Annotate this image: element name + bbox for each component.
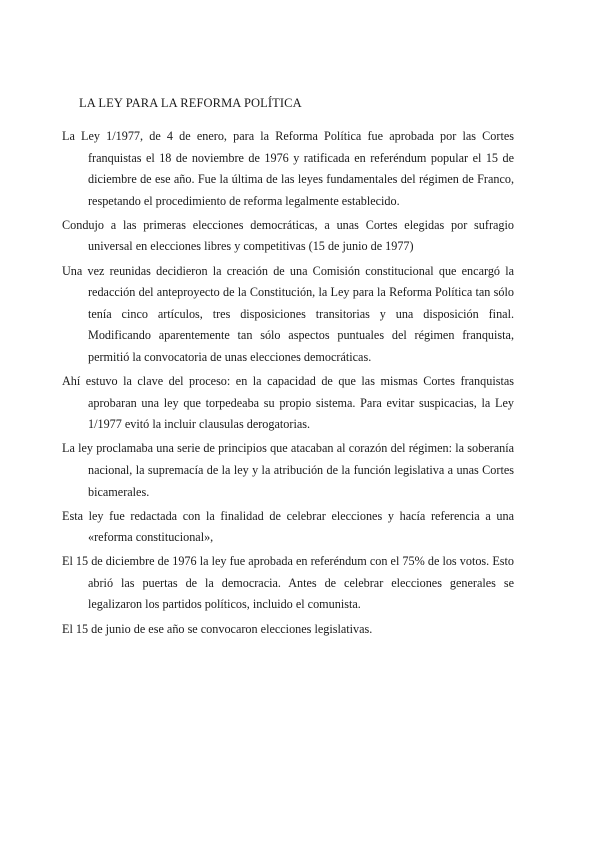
paragraph-legislative-elections: El 15 de junio de ese año se convocaron elecciones legislativas. xyxy=(62,621,373,636)
paragraph-first-elections: Condujo a las primeras elecciones democráticas, a unas Cortes elegidas por sufragio universal en elecciones libres y competitivas (15 de junio de 1977) xyxy=(62,217,514,254)
paragraph-principles: La ley proclamaba una serie de principios que atacaban al corazón del régimen: la soberanía nacional, la supremacía de la ley y la atribución de la función legislativa a unas Cortes bicamerales. xyxy=(62,441,514,499)
paragraph-key-of-process: Ahí estuvo la clave del proceso: en la capacidad de que las mismas Cortes franquistas aprobaran una ley que torpedeaba su propio sistema. Para evitar suspicacias, la Ley 1/1977 evitó la incluir clausulas derogatorias. xyxy=(62,374,514,432)
paragraph-referendum: El 15 de diciembre de 1976 la ley fue aprobada en referéndum con el 75% de los votos. Esto abrió las puertas de la democracia. Antes de celebrar elecciones generales se legalizaron los partidos políticos, incluido el comunista. xyxy=(62,554,514,612)
paragraph-constitutional-commission: Una vez reunidas decidieron la creación de una Comisión constitucional que encargó la redacción del anteproyecto de la Constitución, la Ley para la Reforma Política tan sólo tenía cinco artículos, tres disposiciones transitorias y una disposición final. Modificando aparentemente tan sólo aspectos puntuales del régimen franquista, permitió la convocatoria de unas elecciones democráticas. xyxy=(62,263,514,364)
document-body xyxy=(62,126,514,643)
paragraph-purpose: Esta ley fue redactada con la finalidad de celebrar elecciones y hacía referencia a una «reforma constitucional», xyxy=(62,508,514,545)
document-title: LA LEY PARA LA REFORMA POLÍTICA xyxy=(79,96,302,110)
paragraph-reform-law-approval: La Ley 1/1977, de 4 de enero, para la Reforma Política fue aprobada por las Cortes franquistas el 18 de noviembre de 1976 y ratificada en referéndum popular el 15 de diciembre de ese año. Fue la última de las leyes fundamentales del régimen de Franco, respetando el procedimiento de reforma legalmente establecido. xyxy=(62,129,514,208)
